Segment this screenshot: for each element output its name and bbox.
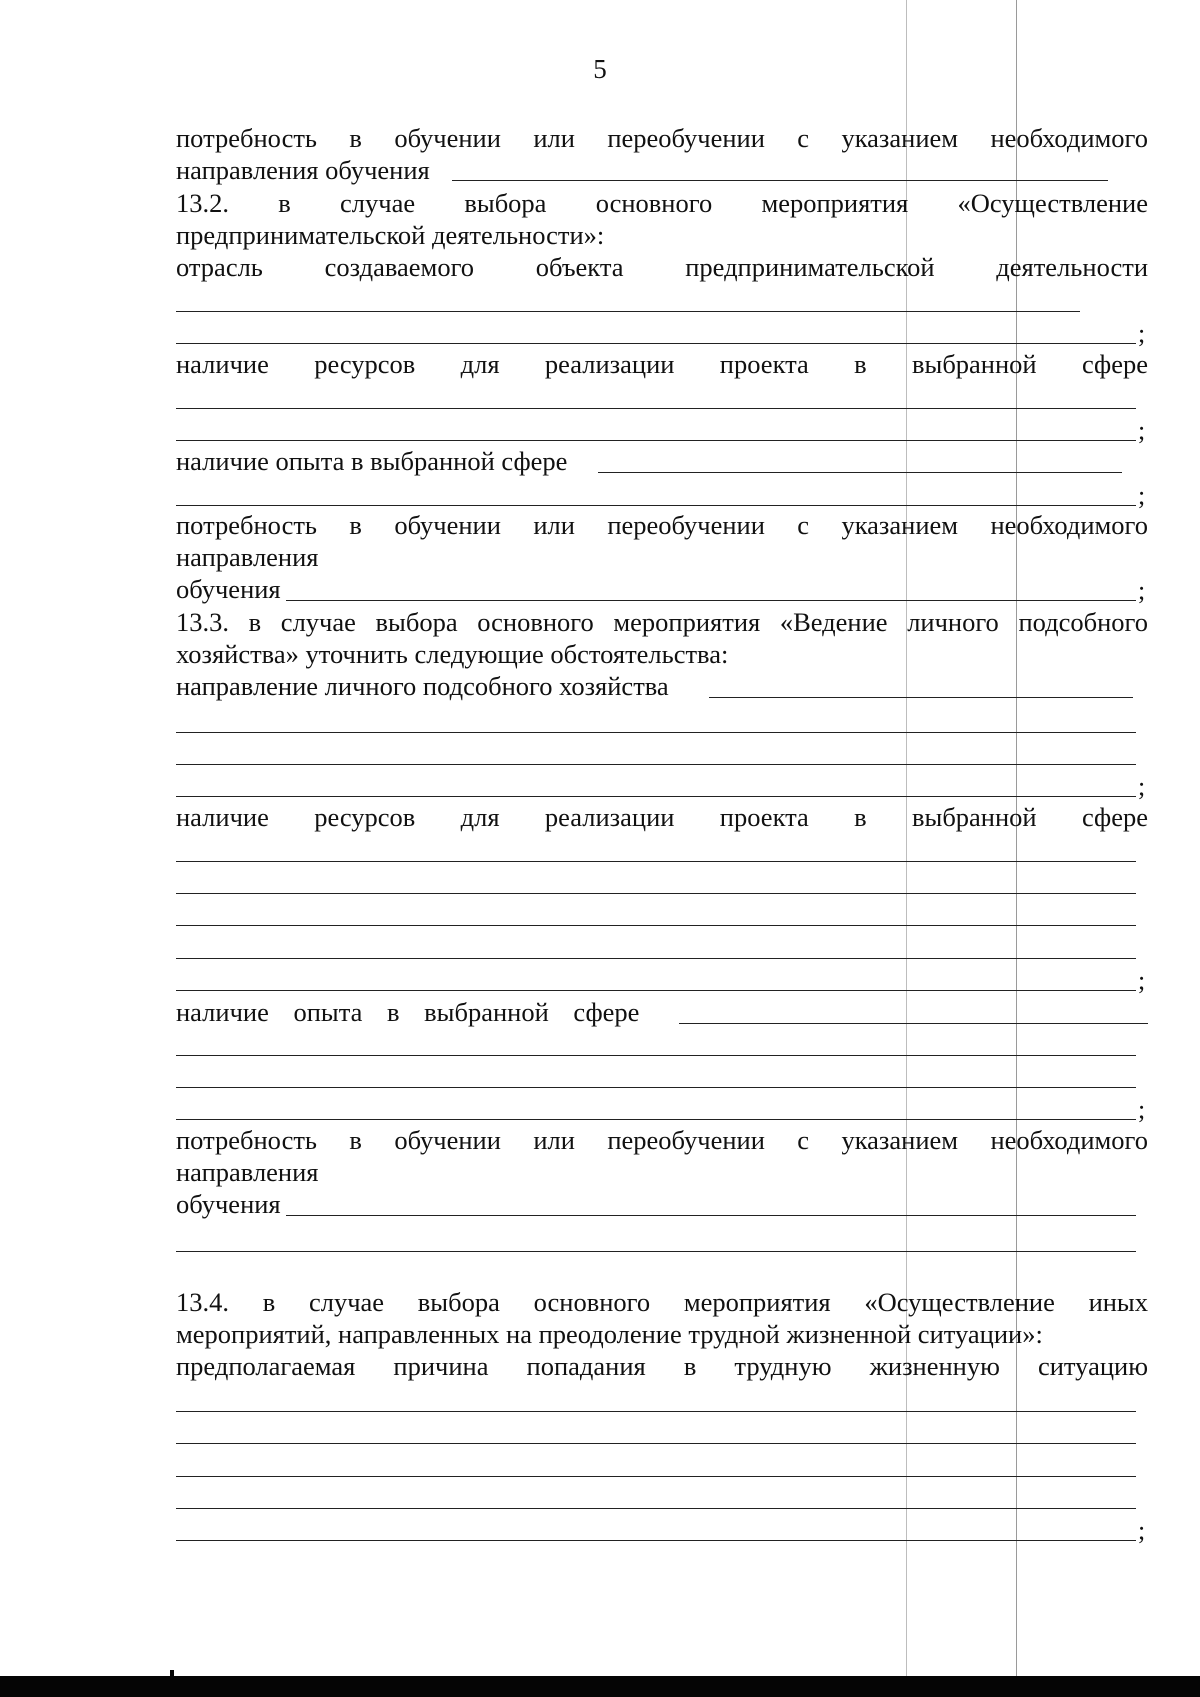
fill-line[interactable] [176, 1508, 1136, 1509]
fill-line[interactable] [176, 1087, 1136, 1088]
text-line: мероприятий, направленных на преодоление трудной жизненной ситуации»: [176, 1319, 1043, 1349]
text-line: предполагаемая причина попадания в трудную жизненную ситуацию [176, 1351, 1148, 1381]
fill-line[interactable] [598, 472, 1122, 473]
semicolon: ; [1138, 1095, 1146, 1124]
text-line: потребность в обучении или переобучении с указанием необходимого [176, 1125, 1148, 1155]
fill-line[interactable] [452, 180, 1108, 181]
fill-line[interactable] [176, 1251, 1136, 1252]
section-13-4-heading: 13.4. в случае выбора основного мероприятия «Осуществление иных [176, 1287, 1148, 1317]
fill-line[interactable] [176, 311, 1080, 312]
text-line: хозяйства» уточнить следующие обстоятельства: [176, 639, 729, 669]
fill-line[interactable] [176, 764, 1136, 765]
fill-line[interactable] [709, 697, 1133, 698]
scan-border [0, 1676, 1200, 1697]
text-line: наличие ресурсов для реализации проекта в выбранной сфере [176, 349, 1148, 379]
fill-line[interactable] [286, 1215, 1136, 1216]
section-13-3-heading: 13.3. в случае выбора основного мероприятия «Ведение личного подсобного [176, 607, 1148, 637]
semicolon: ; [1138, 772, 1146, 801]
fill-line[interactable] [176, 408, 1136, 409]
semicolon: ; [1138, 416, 1146, 445]
text-line: предпринимательской деятельности»: [176, 220, 605, 250]
fill-line[interactable] [679, 1023, 1148, 1024]
fill-line[interactable] [176, 1119, 1136, 1120]
text-line: наличие опыта в выбранной сфере [176, 997, 640, 1027]
fill-line[interactable] [176, 990, 1136, 991]
fill-line[interactable] [176, 1411, 1136, 1412]
fill-line[interactable] [176, 925, 1136, 926]
text-line: направления обучения [176, 155, 430, 185]
text-line: направление личного подсобного хозяйства [176, 671, 669, 701]
fill-line[interactable] [176, 958, 1136, 959]
semicolon: ; [1138, 481, 1146, 510]
text-line: направления [176, 542, 319, 572]
text-line: направления [176, 1157, 319, 1187]
fill-line[interactable] [176, 343, 1136, 344]
semicolon: ; [1138, 1516, 1146, 1545]
page-number: 5 [593, 54, 607, 84]
fill-line[interactable] [286, 600, 1136, 601]
text-line: наличие ресурсов для реализации проекта в выбранной сфере [176, 802, 1148, 832]
semicolon: ; [1138, 966, 1146, 995]
semicolon: ; [1138, 319, 1146, 348]
fill-line[interactable] [176, 1476, 1136, 1477]
fill-line[interactable] [176, 893, 1136, 894]
fill-line[interactable] [176, 732, 1136, 733]
fill-line[interactable] [176, 1055, 1136, 1056]
fill-line[interactable] [176, 861, 1136, 862]
fill-line[interactable] [176, 440, 1136, 441]
semicolon: ; [1138, 576, 1146, 605]
fill-line[interactable] [176, 505, 1136, 506]
fill-line[interactable] [176, 796, 1136, 797]
text-line: потребность в обучении или переобучении с указанием необходимого [176, 123, 1148, 153]
text-line: обучения [176, 1189, 281, 1219]
text-line: потребность в обучении или переобучении с указанием необходимого [176, 510, 1148, 540]
fill-line[interactable] [176, 1540, 1136, 1541]
text-line: наличие опыта в выбранной сфере [176, 446, 568, 476]
text-line: отрасль создаваемого объекта предпринимательской деятельности [176, 252, 1148, 282]
section-13-2-heading: 13.2. в случае выбора основного мероприятия «Осуществление [176, 188, 1148, 218]
text-line: обучения [176, 574, 281, 604]
fill-line[interactable] [176, 1443, 1136, 1444]
scan-border [170, 1670, 174, 1697]
